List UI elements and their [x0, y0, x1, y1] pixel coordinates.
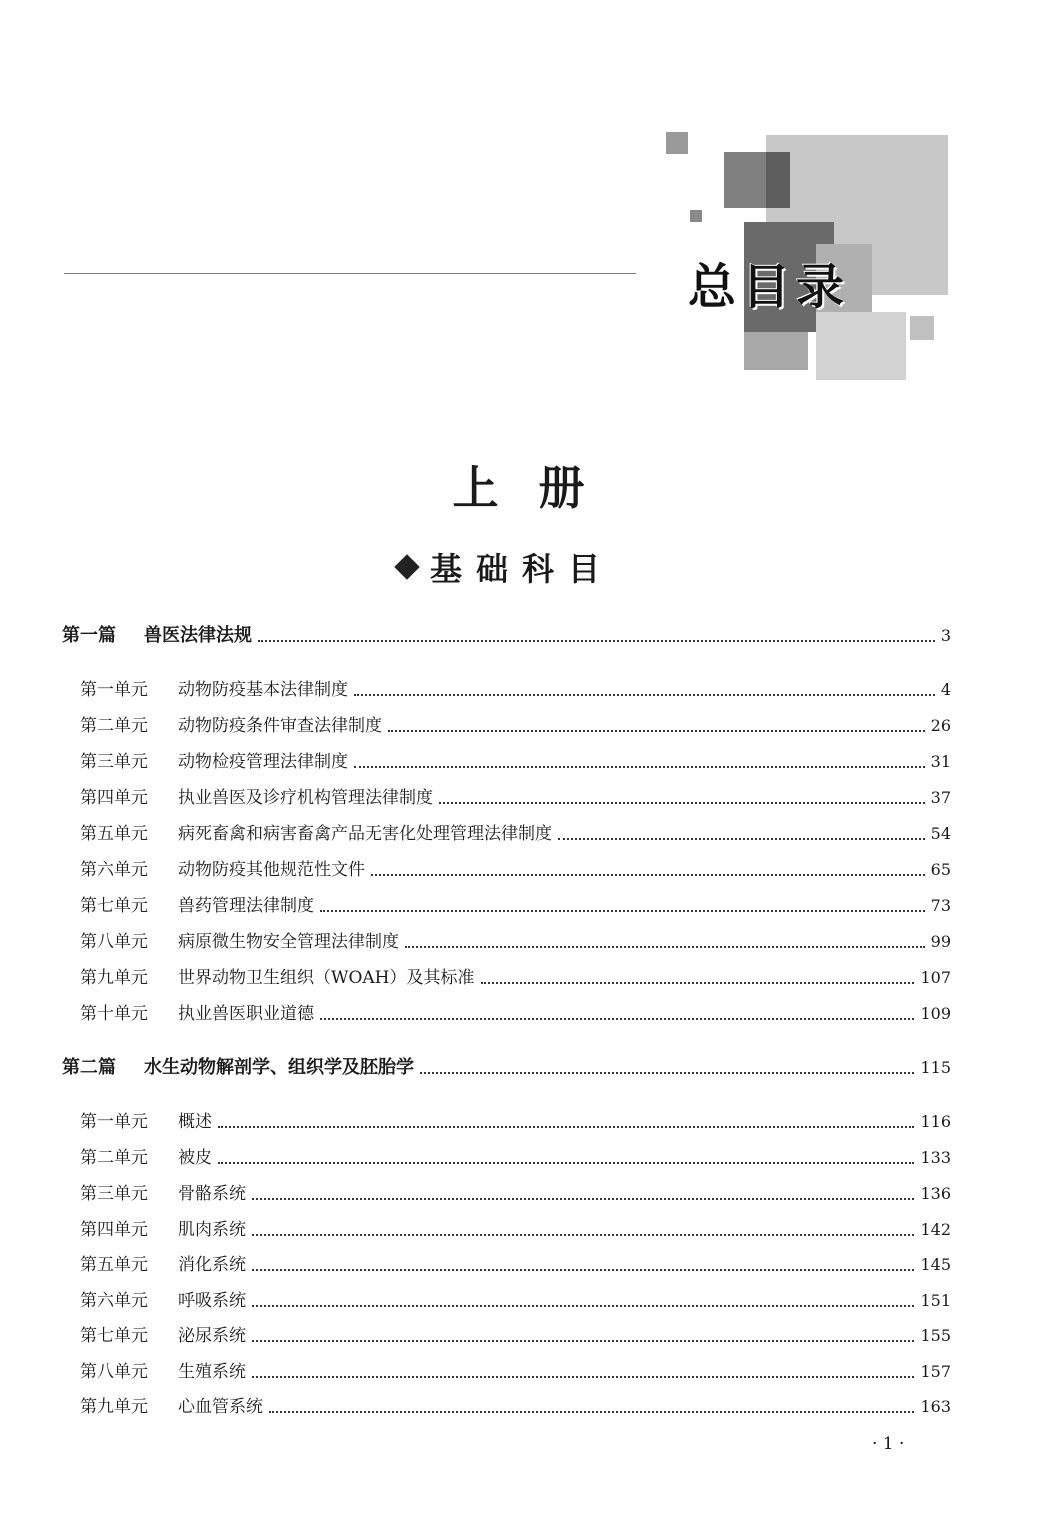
toc-number: 第九单元 — [80, 1397, 148, 1417]
toc-part-row — [62, 1056, 951, 1080]
toc-dot-leader — [252, 1339, 914, 1342]
toc-number: 第二篇 — [62, 1057, 116, 1078]
toc-unit-row — [80, 678, 951, 702]
toc-unit-row — [80, 714, 951, 738]
toc-dot-leader — [252, 1268, 914, 1271]
toc-number: 第十单元 — [80, 1004, 148, 1024]
toc-unit-row — [80, 1360, 951, 1384]
subject-title — [394, 544, 614, 590]
toc-dot-leader — [354, 693, 935, 696]
toc-unit-row — [80, 894, 951, 918]
toc-dot-leader — [252, 1233, 914, 1236]
toc-title: 肌肉系统 — [178, 1220, 246, 1240]
toc-dot-leader — [218, 1125, 914, 1128]
header-rule — [64, 273, 636, 274]
toc-title: 心血管系统 — [178, 1397, 263, 1417]
toc-page-number: 107 — [920, 968, 951, 987]
toc-title: 骨骼系统 — [178, 1184, 246, 1204]
toc-unit-row — [80, 1002, 951, 1026]
toc-title: 动物防疫基本法律制度 — [178, 680, 348, 700]
toc-number: 第三单元 — [80, 752, 148, 772]
toc-page-number: 4 — [940, 680, 951, 699]
toc-title: 生殖系统 — [178, 1362, 246, 1382]
toc-title: 泌尿系统 — [178, 1326, 246, 1346]
toc-page-number: 37 — [930, 788, 951, 807]
toc-dot-leader — [269, 1410, 914, 1413]
toc-page-number: 31 — [930, 752, 951, 771]
toc-dot-leader — [252, 1197, 914, 1200]
toc-dot-leader — [388, 729, 925, 732]
toc-title: 动物防疫其他规范性文件 — [178, 860, 365, 880]
toc-page-number: 65 — [930, 860, 951, 879]
toc-dot-leader — [320, 1017, 914, 1020]
toc-number: 第七单元 — [80, 896, 148, 916]
toc-page-number: 73 — [930, 896, 951, 915]
toc-dot-leader — [252, 1304, 914, 1307]
toc-page-number: 142 — [920, 1220, 951, 1239]
toc-unit-row — [80, 750, 951, 774]
toc-number: 第六单元 — [80, 860, 148, 880]
toc-page-number: 145 — [920, 1255, 951, 1274]
toc-page-number: 3 — [940, 626, 951, 645]
toc-unit-row — [80, 1395, 951, 1419]
toc-unit-row — [80, 1146, 951, 1170]
toc-unit-row — [80, 1253, 951, 1277]
toc-title: 兽药管理法律制度 — [178, 896, 314, 916]
toc-unit-row — [80, 786, 951, 810]
toc-number: 第四单元 — [80, 1220, 148, 1240]
toc-number: 第八单元 — [80, 1362, 148, 1382]
toc-title: 呼吸系统 — [178, 1291, 246, 1311]
toc-page-number: 109 — [920, 1004, 951, 1023]
toc-number: 第一篇 — [62, 625, 116, 646]
toc-unit-row — [80, 858, 951, 882]
page-number: · 1 · — [872, 1434, 905, 1454]
toc-title: 病原微生物安全管理法律制度 — [178, 932, 399, 952]
toc-dot-leader — [371, 873, 925, 876]
toc-dot-leader — [558, 837, 925, 840]
toc-page-number: 163 — [920, 1397, 951, 1416]
diamond-bullet-icon — [394, 554, 419, 579]
toc-page-number: 26 — [930, 716, 951, 735]
toc-page-number: 133 — [920, 1148, 951, 1167]
toc-page-number: 99 — [930, 932, 951, 951]
toc-number: 第一单元 — [80, 680, 148, 700]
toc-unit-row — [80, 1289, 951, 1313]
toc-part-row — [62, 624, 951, 648]
toc-number: 第四单元 — [80, 788, 148, 808]
toc-title: 世界动物卫生组织（WOAH）及其标准 — [178, 968, 475, 988]
volume-title: 上册 — [452, 461, 625, 515]
toc-page-number: 116 — [920, 1112, 951, 1131]
toc-title: 动物检疫管理法律制度 — [178, 752, 348, 772]
toc-dot-leader — [481, 981, 915, 984]
toc-dot-leader — [320, 909, 925, 912]
toc-title: 被皮 — [178, 1148, 212, 1168]
toc-dot-leader — [252, 1375, 914, 1378]
toc-number: 第六单元 — [80, 1291, 148, 1311]
toc-number: 第二单元 — [80, 1148, 148, 1168]
toc-unit-row — [80, 1182, 951, 1206]
toc-title: 概述 — [178, 1112, 212, 1132]
toc-number: 第五单元 — [80, 1255, 148, 1275]
toc-dot-leader — [258, 639, 935, 642]
toc-page-number: 136 — [920, 1184, 951, 1203]
toc-number: 第五单元 — [80, 824, 148, 844]
toc-number: 第九单元 — [80, 968, 148, 988]
toc-unit-row — [80, 1218, 951, 1242]
main-title: 总目录 — [688, 259, 851, 315]
toc-unit-row — [80, 1324, 951, 1348]
toc-unit-row — [80, 930, 951, 954]
toc-unit-row — [80, 1110, 951, 1134]
toc-dot-leader — [354, 765, 925, 768]
toc-unit-row — [80, 966, 951, 990]
toc-page-number: 157 — [920, 1362, 951, 1381]
toc-title: 消化系统 — [178, 1255, 246, 1275]
toc-title: 执业兽医职业道德 — [178, 1004, 314, 1024]
toc-page-number: 54 — [930, 824, 951, 843]
toc-dot-leader — [420, 1071, 914, 1074]
toc-number: 第七单元 — [80, 1326, 148, 1346]
toc-title: 执业兽医及诊疗机构管理法律制度 — [178, 788, 433, 808]
toc-number: 第三单元 — [80, 1184, 148, 1204]
toc-title: 病死畜禽和病害畜禽产品无害化处理管理法律制度 — [178, 824, 552, 844]
toc-title: 兽医法律法规 — [144, 625, 252, 646]
toc-number: 第八单元 — [80, 932, 148, 952]
toc-number: 第一单元 — [80, 1112, 148, 1132]
toc-page-number: 155 — [920, 1326, 951, 1345]
toc-number: 第二单元 — [80, 716, 148, 736]
toc-dot-leader — [218, 1161, 914, 1164]
subject-title-text: 基础科目 — [430, 550, 615, 588]
toc-dot-leader — [439, 801, 925, 804]
toc-dot-leader — [405, 945, 925, 948]
toc-title: 水生动物解剖学、组织学及胚胎学 — [144, 1057, 414, 1078]
toc-page-number: 151 — [920, 1291, 951, 1310]
toc-page-number: 115 — [920, 1058, 951, 1077]
toc-unit-row — [80, 822, 951, 846]
toc-title: 动物防疫条件审查法律制度 — [178, 716, 382, 736]
